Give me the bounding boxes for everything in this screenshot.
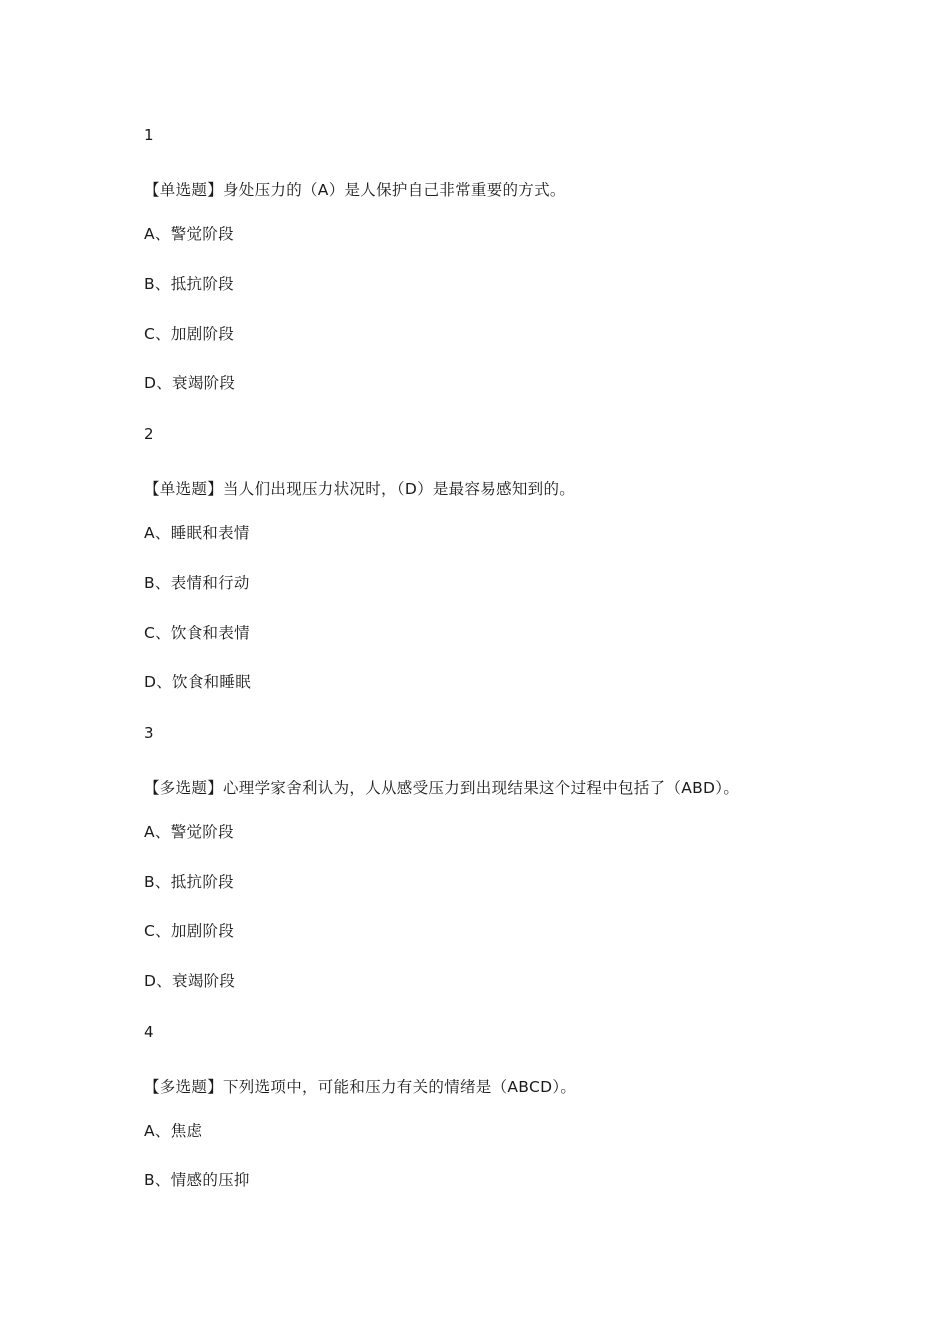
question-number: 3 [144, 724, 154, 742]
question-number: 1 [144, 126, 154, 144]
option-b: B、表情和行动 [144, 574, 250, 592]
question-stem: 【单选题】身处压力的（A）是人保护自己非常重要的方式。 [144, 181, 566, 199]
option-b: B、情感的压抑 [144, 1171, 250, 1189]
option-c: C、饮食和表情 [144, 624, 250, 642]
question-stem: 【单选题】当人们出现压力状况时，（D）是最容易感知到的。 [144, 480, 576, 498]
option-b: B、抵抗阶段 [144, 873, 234, 891]
option-c: C、加剧阶段 [144, 325, 235, 343]
question-stem: 【多选题】下列选项中，可能和压力有关的情绪是（ABCD）。 [144, 1078, 577, 1096]
option-a: A、警觉阶段 [144, 823, 234, 841]
question-number: 4 [144, 1023, 154, 1041]
option-a: A、警觉阶段 [144, 225, 234, 243]
question-number: 2 [144, 425, 154, 443]
option-d: D、饮食和睡眠 [144, 673, 252, 691]
option-c: C、加剧阶段 [144, 922, 235, 940]
question-stem: 【多选题】心理学家舍利认为，人从感受压力到出现结果这个过程中包括了（ABD）。 [144, 779, 740, 797]
option-a: A、睡眠和表情 [144, 524, 250, 542]
option-b: B、抵抗阶段 [144, 275, 234, 293]
option-d: D、衰竭阶段 [144, 972, 236, 990]
option-a: A、焦虑 [144, 1122, 203, 1140]
option-d: D、衰竭阶段 [144, 374, 236, 392]
